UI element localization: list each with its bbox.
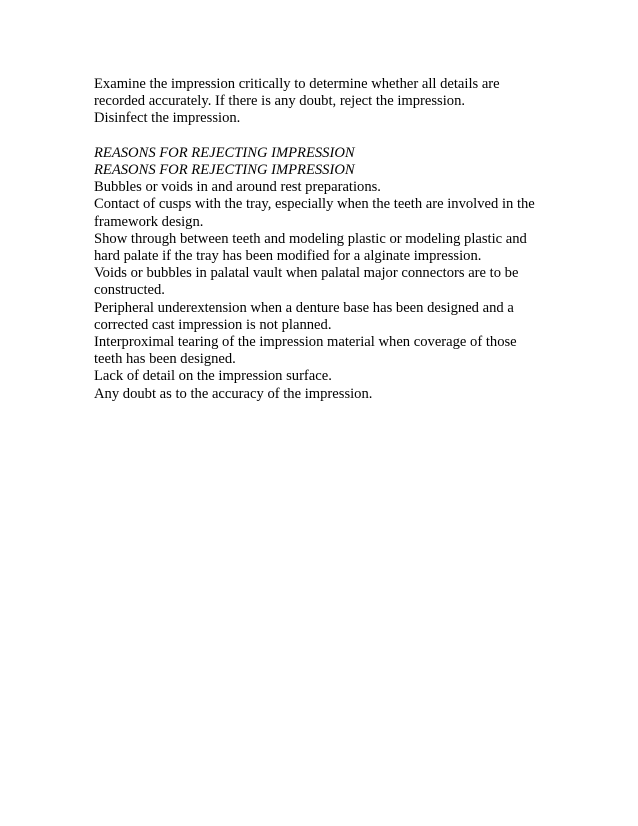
section-heading: REASONS FOR REJECTING IMPRESSION xyxy=(94,144,355,161)
reason-item-3: Show through between teeth and modeling plastic or modeling plastic and hard palate if the tray has been modified for a alginate impression. xyxy=(94,230,527,265)
reason-item-5: Peripheral underextension when a denture base has been designed and a corrected cast impression is not planned. xyxy=(94,299,514,333)
disinfect-paragraph: Disinfect the impression. xyxy=(94,110,241,127)
reason-item-4: Voids or bubbles in palatal vault when palatal major connectors are to be constructed. xyxy=(94,265,519,299)
paragraph-spacer xyxy=(94,128,546,145)
document-body xyxy=(94,76,546,403)
reason-item-8: Any doubt as to the accuracy of the impression. xyxy=(94,385,373,402)
reason-item-2: Contact of cusps with the tray, especially when the teeth are involved in the framework design. xyxy=(94,196,535,230)
section-heading-repeat: REASONS FOR REJECTING IMPRESSION xyxy=(94,162,355,178)
reason-item-7: Lack of detail on the impression surface. xyxy=(94,368,332,385)
reason-item-6: Interproximal tearing of the impression material when coverage of those teeth has been designed. xyxy=(94,334,517,368)
intro-paragraph: Examine the impression critically to determine whether all details are recorded accurately. If there is any doubt, reject the impression. xyxy=(94,76,500,110)
reason-item-1: Bubbles or voids in and around rest preparations. xyxy=(94,179,381,196)
